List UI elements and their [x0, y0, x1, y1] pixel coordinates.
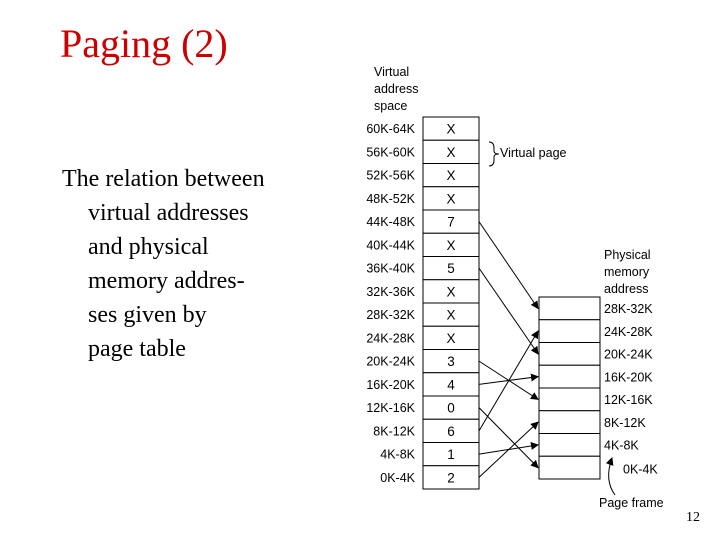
physical-frame-cell — [539, 297, 600, 320]
page-frame-label: Page frame — [599, 496, 664, 510]
body-line: ses given by — [88, 302, 207, 328]
virtual-page-range: 40K-44K — [366, 238, 415, 253]
virtual-page-range: 24K-28K — [366, 331, 415, 346]
physical-frame-cell — [539, 320, 600, 343]
mapping-arrow — [479, 268, 538, 354]
body-line: virtual addresses — [88, 200, 249, 226]
virtual-page-frame-entry: 7 — [447, 214, 455, 230]
virtual-page-frame-entry: 4 — [447, 377, 455, 393]
physical-frame-range: 4K-8K — [604, 438, 639, 453]
virtual-page-range: 32K-36K — [366, 284, 415, 299]
physical-header-line: Physical — [604, 248, 651, 262]
page-frame-pointer — [609, 458, 615, 495]
virtual-page-range: 60K-64K — [366, 122, 415, 136]
body-line: The relation between — [62, 166, 265, 192]
virtual-page-frame-entry: 2 — [447, 470, 455, 486]
virtual-header-line: space — [374, 99, 408, 113]
physical-frame-cell — [539, 411, 600, 434]
virtual-page-range: 56K-60K — [366, 145, 415, 160]
physical-frames — [539, 297, 658, 479]
physical-frame-cell — [539, 388, 600, 411]
virtual-page-range: 52K-56K — [366, 168, 415, 183]
virtual-page-brace — [489, 142, 499, 166]
mapping-arrow — [479, 222, 538, 309]
virtual-page-range: 20K-24K — [366, 354, 415, 369]
physical-frame-cell — [539, 365, 600, 388]
virtual-page-label: Virtual page — [500, 146, 567, 160]
virtual-page-range: 4K-8K — [380, 447, 415, 462]
mapping-arrow — [479, 331, 538, 431]
virtual-page-range: 36K-40K — [366, 261, 415, 276]
physical-frame-range: 0K-4K — [623, 462, 658, 477]
virtual-page-range: 8K-12K — [373, 424, 415, 439]
virtual-page-frame-entry: X — [446, 330, 456, 346]
virtual-page-table — [366, 117, 479, 489]
physical-header-line: memory — [604, 265, 650, 279]
virtual-page-frame-entry: 3 — [447, 354, 455, 369]
virtual-page-frame-entry: 1 — [447, 447, 455, 462]
virtual-page-range: 48K-52K — [366, 191, 415, 206]
physical-frame-range: 12K-16K — [604, 393, 653, 407]
virtual-header-line: Virtual — [374, 65, 410, 79]
physical-frame-range: 24K-28K — [604, 324, 653, 339]
body-line: page table — [88, 336, 186, 362]
slide-number: 12 — [686, 510, 700, 525]
physical-frame-range: 16K-20K — [604, 370, 653, 385]
virtual-page-frame-entry: X — [446, 121, 456, 137]
virtual-page-range: 16K-20K — [366, 377, 415, 392]
virtual-page-frame-entry: X — [446, 144, 456, 160]
physical-frame-cell — [539, 434, 600, 457]
virtual-page-frame-entry: 6 — [447, 423, 455, 439]
virtual-page-frame-entry: 5 — [447, 261, 455, 276]
virtual-page-range: 0K-4K — [380, 470, 415, 485]
virtual-page-frame-entry: X — [446, 168, 456, 183]
physical-frame-cell — [539, 343, 600, 366]
virtual-page-range: 44K-48K — [366, 215, 415, 229]
virtual-page-frame-entry: X — [446, 284, 456, 300]
virtual-page-range: 12K-16K — [366, 401, 415, 415]
body-line: and physical — [88, 234, 209, 260]
virtual-page-range: 28K-32K — [366, 308, 415, 322]
virtual-page-frame-entry: X — [446, 307, 456, 323]
physical-frame-range: 8K-12K — [604, 415, 646, 430]
physical-frame-cell — [539, 456, 600, 479]
physical-header-line: address — [604, 282, 649, 296]
virtual-header-line: address — [374, 82, 419, 96]
slide-title: Paging (2) — [60, 21, 228, 66]
virtual-page-frame-entry: 0 — [447, 400, 455, 416]
virtual-page-frame-entry: X — [446, 191, 456, 207]
physical-frame-range: 20K-24K — [604, 347, 653, 362]
virtual-page-frame-entry: X — [446, 237, 456, 253]
body-line: memory addres- — [88, 268, 245, 294]
mapping-arrow — [479, 422, 538, 477]
physical-frame-range: 28K-32K — [604, 302, 653, 316]
mapping-arrows — [479, 222, 538, 478]
